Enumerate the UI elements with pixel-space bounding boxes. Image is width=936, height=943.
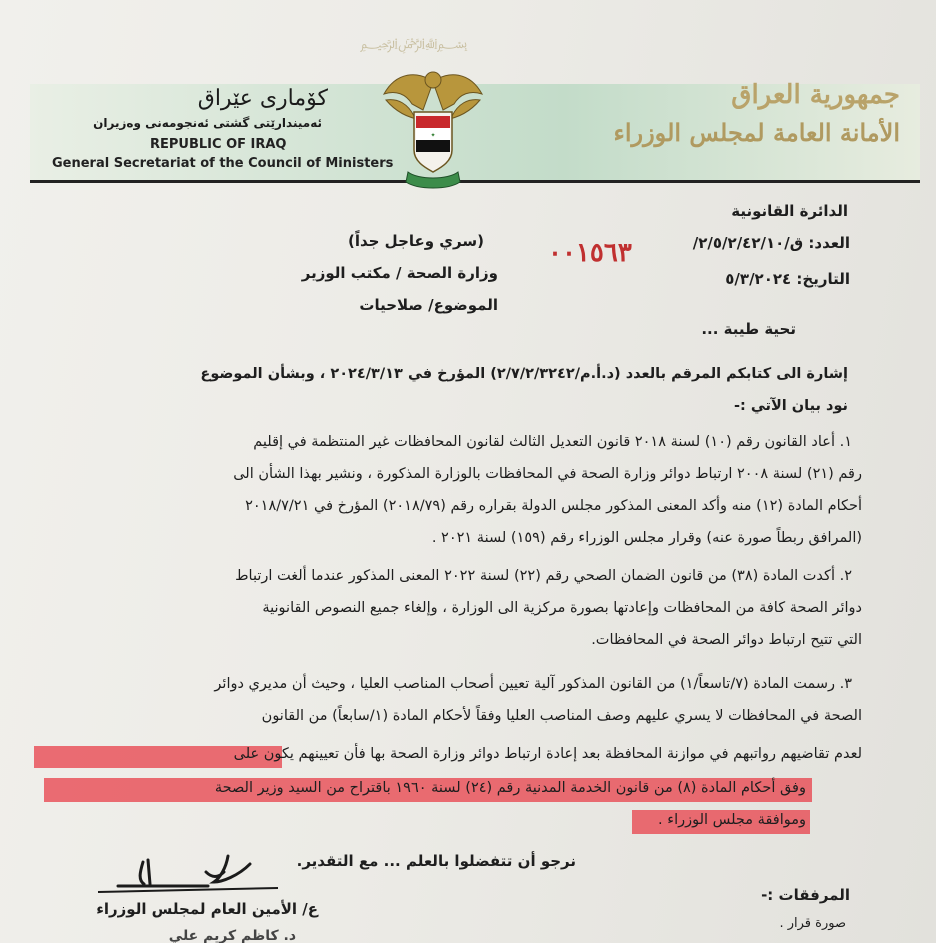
item-3-line-2: الصحة في المحافظات لا يسري عليهم وصف المناصب العليا وفقاً لأحكام المادة (١/سابعاً) من القانون [261, 708, 862, 724]
item-1-line-3: أحكام المادة (١٢) منه وأكد المعنى المذكور مجلس الدولة بقراره رقم (٢٠١٨/٧٩) المؤرخ في ٢٠١٨/٧/٢١ [245, 498, 862, 514]
svg-text:✦: ✦ [430, 132, 436, 139]
kurdish-subtitle: ئەمیندارێتی گشتی ئەنجومەنی وەزیران [93, 116, 322, 130]
item-3-line-1: ٣. رسمت المادة (٧/تاسعاً/١) من القانون المذكور آلية تعيين أصحاب المناصب العليا ، وحيث أن مديري دوائر [214, 676, 852, 692]
item-3-line-3: لعدم تقاضيهم رواتبهم في موازنة المحافظة بعد إعادة ارتباط دوائر وزارة الصحة بها فأن تعيينهم يكون على [233, 746, 862, 762]
serial-stamp-number: ٠٠١٥٦٣ [548, 238, 632, 268]
secretariat-en: General Secretariat of the Council of Ministers [52, 156, 394, 171]
subject-line: الموضوع/ صلاحيات [359, 296, 498, 314]
document-date: التاريخ: ٥/٣/٢٠٢٤ [725, 270, 850, 288]
department-label: الدائرة القانونية [731, 202, 848, 220]
reference-number: العدد: ق/٢/٥/٢/٤٢/١٠/ [692, 234, 850, 252]
eagle-emblem-icon [378, 60, 488, 192]
signatory-role: ع/ الأمين العام لمجلس الوزراء [96, 900, 318, 918]
item-2-line-2: دوائر الصحة كافة من المحافظات وإعادتها بصورة مركزية الى الوزارة ، وإلغاء جميع النصوص القانونية [262, 600, 862, 616]
item-1-line-1: ١. أعاد القانون رقم (١٠) لسنة ٢٠١٨ قانون التعديل الثالث لقانون المحافظات غير المنتظمة في إقليم [253, 434, 852, 450]
attachment-item: صورة قرار . [779, 916, 846, 931]
closing-line: نرجو أن تتفضلوا بالعلم ... مع التقدير. [296, 852, 576, 870]
kurdish-title: کۆماری عێراق [197, 86, 328, 111]
recipient-line: وزارة الصحة / مكتب الوزير [301, 264, 498, 282]
classification-label: (سري وعاجل جداً) [347, 232, 484, 250]
intro-line-2: نود بيان الآتي :- [733, 398, 848, 414]
republic-en: REPUBLIC OF IRAQ [150, 137, 287, 152]
item-2-line-3: التي تتيح ارتباط دوائر الصحة في المحافظات. [591, 632, 862, 648]
item-1-line-2: رقم (٢١) لسنة ٢٠٠٨ ارتباط دوائر وزارة الصحة في المحافظات بالوزارة المذكورة ، ونشير بهذا الشأن الى [233, 466, 862, 482]
arabic-title-1: جمهورية العراق [731, 80, 900, 110]
signatory-name: د. كاظم كريم علي [168, 928, 296, 943]
attachments-label: المرفقات :- [761, 886, 850, 904]
arabic-title-2: الأمانة العامة لمجلس الوزراء [613, 118, 900, 147]
basmala-decoration: ﷽ [360, 36, 468, 52]
greeting: تحية طيبة ... [701, 320, 796, 338]
handwritten-signature-icon [88, 842, 288, 902]
item-1-line-4: (المرافق ربطاً صورة عنه) وقرار مجلس الوزراء رقم (١٥٩) لسنة ٢٠٢١ . [431, 530, 862, 546]
intro-line-1: إشارة الى كتابكم المرقم بالعدد (د.أ.م/٢/٧/٢/٣٢٤٢) المؤرخ في ٢٠٢٤/٣/١٣ ، وبشأن الموضوع [200, 366, 848, 382]
item-2-line-1: ٢. أكدت المادة (٣٨) من قانون الضمان الصحي رقم (٢٢) لسنة ٢٠٢٢ المعنى المذكور عندما ألغت ارتباط [235, 568, 852, 584]
item-3-line-5: وموافقة مجلس الوزراء . [658, 812, 806, 828]
item-3-line-4: وفق أحكام المادة (٨) من قانون الخدمة المدنية رقم (٢٤) لسنة ١٩٦٠ باقتراح من السيد وزير الصحة [214, 780, 806, 796]
